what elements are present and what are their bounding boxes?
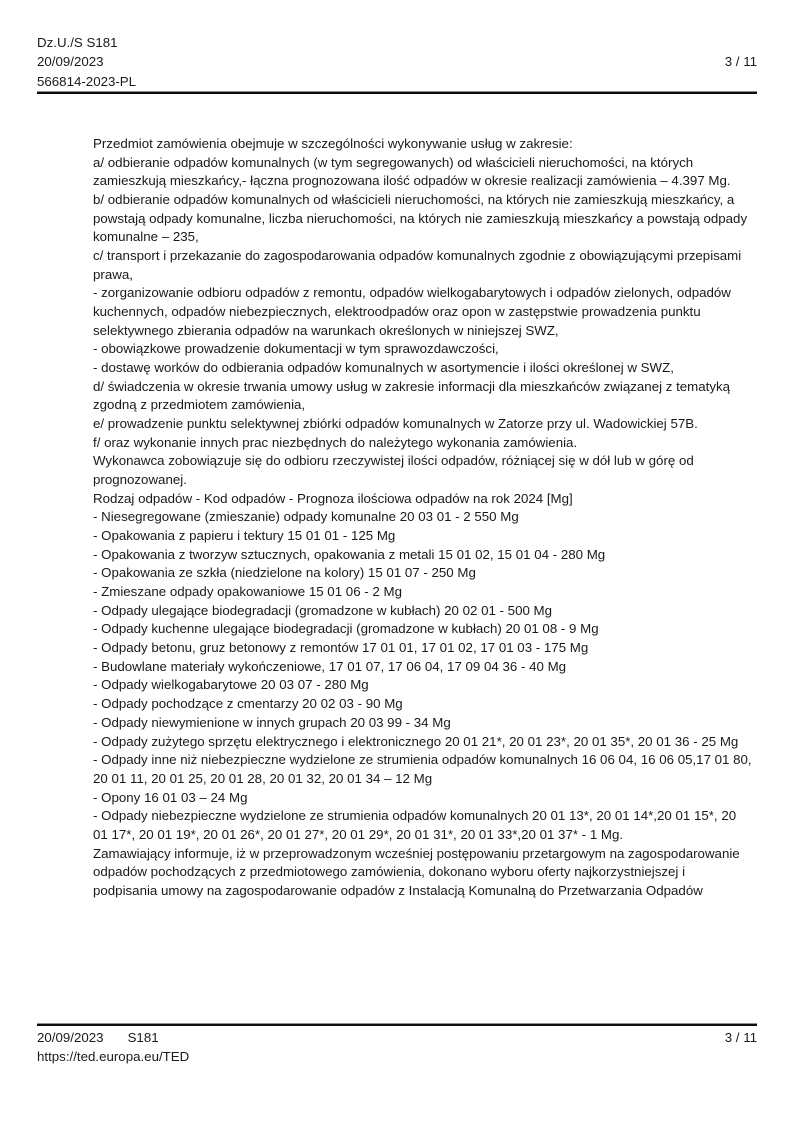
body-line: powstają odpady komunalne, liczba nieruchomości, na których nie zamieszkują mieszkańcy a powstają odpady bbox=[93, 210, 748, 226]
header-date: 20/09/2023 bbox=[37, 54, 104, 70]
body-line: prognozowanej. bbox=[93, 472, 187, 488]
header-page-indicator: 3 / 11 bbox=[724, 54, 757, 70]
doc-number: 566814-2023-PL bbox=[37, 73, 137, 89]
page-footer bbox=[37, 1029, 757, 1067]
footer-series: S181 bbox=[127, 1030, 159, 1045]
body-line: Przedmiot zamówienia obejmuje w szczególności wykonywanie usług w zakresie: bbox=[93, 136, 573, 151]
body-line: a/ odbieranie odpadów komunalnych (w tym segregowanych) od właścicieli nieruchomości, na których bbox=[93, 154, 694, 170]
journal-id: Dz.U./S S181 bbox=[37, 35, 118, 50]
body-line: - Odpady niebezpieczne wydzielone ze strumienia odpadów komunalnych 20 01 13*, 20 01 14*,20 01 15*, 20 bbox=[93, 808, 737, 824]
body-line: - zorganizowanie odbioru odpadów z remontu, odpadów wielkogabarytowych i odpadów zielonych, odpadów bbox=[93, 285, 731, 301]
body-line: Rodzaj odpadów - Kod odpadów - Prognoza ilościowa odpadów na rok 2024 [Mg] bbox=[93, 490, 573, 506]
body-line: - Odpady wielkogabarytowe 20 03 07 - 280 Mg bbox=[93, 677, 369, 693]
body-line: Wykonawca zobowiązuje się do odbioru rzeczywistej ilości odpadów, różniącej się w dół lub w górę od bbox=[93, 453, 694, 469]
body-line: Zamawiający informuje, iż w przeprowadzonym wcześniej postępowaniu przetargowym na zagospodarowanie bbox=[93, 845, 740, 861]
body-line: - Budowlane materiały wykończeniowe, 17 01 07, 17 06 04, 17 09 04 36 - 40 Mg bbox=[93, 658, 567, 674]
body-line: - Odpady ulegające biodegradacji (gromadzone w kubłach) 20 02 01 - 500 Mg bbox=[93, 602, 553, 618]
body-line: - Opakowania ze szkła (niedzielone na kolory) 15 01 07 - 250 Mg bbox=[93, 565, 476, 581]
footer-page-indicator: 3 / 11 bbox=[724, 1030, 757, 1045]
body-line: zamieszkują mieszkańcy,- łączna prognozowana ilość odpadów w okresie realizacji zamówienia – 4.397 Mg. bbox=[93, 173, 731, 189]
body-line: - Niesegregowane (zmieszanie) odpady komunalne 20 03 01 - 2 550 Mg bbox=[93, 509, 519, 525]
body-line: podpisania umowy na zagospodarowanie odpadów z Instalacją Komunalną do Przetwarzania Odpadów bbox=[93, 882, 703, 898]
footer-url-row bbox=[37, 1048, 757, 1067]
header-divider-rule bbox=[37, 91, 757, 94]
body-line: selektywnego zbierania odpadów na warunkach określonych w niniejszej SWZ, bbox=[93, 322, 559, 338]
body-line: - Opakowania z papieru i tektury 15 01 01 - 125 Mg bbox=[93, 528, 396, 544]
body-line: kuchennych, odpadów niebezpiecznych, elektroodpadów oraz opon w zastępstwie prowadzenia punktu bbox=[93, 304, 701, 320]
body-line: e/ prowadzenie punktu selektywnej zbiórki odpadów komunalnych w Zatorze przy ul. Wadowickiej 57B. bbox=[93, 416, 698, 432]
footer-url: https://ted.europa.eu/TED bbox=[37, 1048, 190, 1064]
body-line: f/ oraz wykonanie innych prac niezbędnych do należytego wykonania zamówienia. bbox=[93, 434, 578, 450]
body-line: komunalne – 235, bbox=[93, 229, 199, 245]
footer-date: 20/09/2023 bbox=[37, 1030, 104, 1045]
footer-divider-rule bbox=[37, 1023, 757, 1026]
body-line: prawa, bbox=[93, 266, 133, 282]
body-line: c/ transport i przekazanie do zagospodarowania odpadów komunalnych zgodnie z obowiązującymi przepisami bbox=[93, 248, 742, 264]
body-line: - dostawę worków do odbierania odpadów komunalnych w asortymencie i ilości określonej w SWZ, bbox=[93, 360, 674, 376]
body-line: - Odpady betonu, gruz betonowy z remontów 17 01 01, 17 01 02, 17 01 03 - 175 Mg bbox=[93, 640, 589, 656]
body-line: odpadów pochodzących z przedmiotowego zamówienia, dokonano wyboru oferty najkorzystniejszej i bbox=[93, 864, 686, 880]
body-line: - Odpady zużytego sprzętu elektrycznego i elektronicznego 20 01 21*, 20 01 23*, 20 01 35*, 20 01 36 - 25 Mg bbox=[93, 733, 739, 749]
body-line: - Odpady inne niż niebezpieczne wydzielone ze strumienia odpadów komunalnych 16 06 04, 16 06 05,17 01 80, bbox=[93, 752, 752, 768]
body-line: - Odpady kuchenne ulegające biodegradacji (gromadzone w kubłach) 20 01 08 - 9 Mg bbox=[93, 621, 599, 637]
header-date-row bbox=[37, 52, 757, 71]
page-header bbox=[37, 33, 757, 91]
body-line: b/ odbieranie odpadów komunalnych od właścicieli nieruchomości, na których nie zamieszkują mieszkańcy, a bbox=[93, 192, 735, 208]
header-doc-number-row bbox=[37, 72, 757, 91]
body-line: zgodną z przedmiotem zamówienia, bbox=[93, 397, 306, 413]
footer-meta-row bbox=[37, 1029, 757, 1048]
body-line: - obowiązkowe prowadzenie dokumentacji w tym sprawozdawczości, bbox=[93, 341, 499, 357]
body-line: - Opony 16 01 03 – 24 Mg bbox=[93, 789, 248, 805]
body-line: - Opakowania z tworzyw sztucznych, opakowania z metali 15 01 02, 15 01 04 - 280 Mg bbox=[93, 546, 606, 562]
document-body bbox=[93, 135, 757, 901]
body-line: 01 17*, 20 01 19*, 20 01 26*, 20 01 27*, 20 01 29*, 20 01 31*, 20 01 33*,20 01 37* - 1 Mg. bbox=[93, 826, 624, 842]
body-line: 20 01 11, 20 01 25, 20 01 28, 20 01 32, 20 01 34 – 12 Mg bbox=[93, 770, 433, 786]
body-line: d/ świadczenia w okresie trwania umowy usług w zakresie informacji dla mieszkańców związanej z tematyką bbox=[93, 378, 731, 394]
body-line: - Zmieszane odpady opakowaniowe 15 01 06 - 2 Mg bbox=[93, 584, 402, 600]
header-journal-row bbox=[37, 33, 757, 52]
body-line: - Odpady pochodzące z cmentarzy 20 02 03 - 90 Mg bbox=[93, 696, 403, 712]
body-line: - Odpady niewymienione w innych grupach 20 03 99 - 34 Mg bbox=[93, 714, 451, 730]
